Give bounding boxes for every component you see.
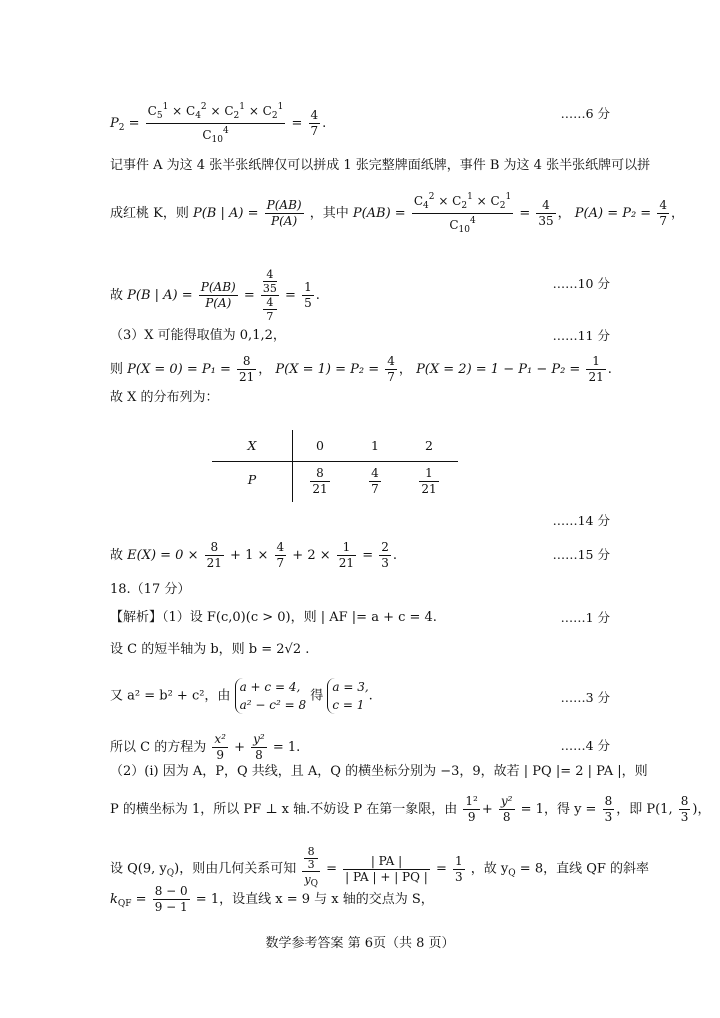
- part2-line1: （2）(i) 因为 A，P，Q 共线，且 A，Q 的横坐标分别为 −3，9，故若 | PQ |= 2 | PA |，则: [110, 764, 648, 779]
- p2-formula: $P_2$ = $\frac{C_5^1 \times C_4^2 \times C_2^1 \times C_2^1}{C_{10}^4}$ = $\frac{4}{7}$ .: [110, 102, 327, 145]
- event-definition: 记事件 A 为这 4 张半张纸牌仅可以拼成 1 张完整牌面纸牌，事件 B 为这 4 张半张纸牌可以拼: [110, 158, 651, 173]
- table-vline: [292, 430, 293, 502]
- x-value: 0: [316, 438, 324, 453]
- score-mark: ……11 分: [552, 328, 610, 343]
- solution-part1: 【解析】（1）设 F(c,0)(c > 0)，则 | AF |= a + c = 4.: [110, 610, 437, 625]
- distribution-intro: 故 X 的分布列为：: [110, 390, 219, 405]
- p-value: $\frac{8}{21}$: [312, 466, 328, 496]
- expectation: 故 E(X) = 0 × $\frac{8}{21}$ + 1 × $\frac{4}{7}$ + 2 × $\frac{1}{21}$ = $\frac{2}{3}$ .: [110, 540, 398, 570]
- row-label-x: X: [247, 438, 257, 453]
- p-value: $\frac{1}{21}$: [421, 466, 437, 496]
- table-hline: [212, 461, 458, 462]
- part3-heading: （3）X 可能得取值为 0,1,2，: [110, 328, 286, 343]
- score-mark: ……6 分: [560, 106, 610, 121]
- p2-fraction: $\frac{C_5^1 \times C_4^2 \times C_2^1 \times C_2^1}{C_{10}^4}$: [147, 102, 284, 145]
- minor-axis-line: 设 C 的短半轴为 b，则 b = 2√2 .: [110, 642, 310, 657]
- pba-result: 故 P(B | A) = $\frac{P(AB)}{P(A)}$ = 4 35 4 7 = $\frac{1}{5}$ .: [110, 268, 320, 323]
- question-18-heading: 18.（17 分）: [110, 582, 191, 597]
- score-mark: ……14 分: [552, 513, 610, 528]
- score-mark: ……3 分: [560, 690, 610, 705]
- score-mark: ……1 分: [560, 610, 610, 625]
- conditional-probability-line: 成红桃 K，则 P(B | A) = $\frac{P(AB)}{P(A)}$ ，其中 P(AB) = $\frac{C_4^2 \times C_2^1 \times C_2^1}{C_{10}^4}$ = $\frac{4}{35}$ ， P(A) = P₂ = $\frac{4}{7}$ ，: [110, 192, 684, 235]
- page-footer: 数学参考答案 第 6页（共 8 页）: [265, 936, 455, 951]
- q-point-line: 设 Q(9, $y_Q$)，则由几何关系可知 8 3 $y_Q$ = $\frac{| PA |}{| PA | + | PQ |}$ = $\frac{1}{3}$ ，故 $y_Q = 8$，直线 QF 的斜率: [110, 845, 650, 889]
- score-mark: ……15 分: [552, 547, 610, 562]
- ellipse-equation: 所以 C 的方程为 $\frac{\text{x²}}{9}$ + $\frac{\text{y²}}{8}$ = 1.: [110, 732, 301, 762]
- score-mark: ……4 分: [560, 738, 610, 753]
- x-value: 1: [371, 438, 379, 453]
- equation-system: 又 a² = b² + c²，由 a + c = 4, a² − c² = 8 得 a = 3, c = 1 .: [110, 680, 373, 712]
- x-value: 2: [425, 438, 433, 453]
- row-label-p: P: [247, 472, 257, 487]
- p-value: $\frac{4}{7}$: [371, 466, 379, 496]
- slope-line: $k_{QF}$ = $\frac{8 - 0}{9 - 1}$ = 1，设直线 x = 9 与 x 轴的交点为 S，: [110, 884, 434, 914]
- score-mark: ……10 分: [552, 276, 610, 291]
- distribution-table: [212, 430, 458, 504]
- px-values: 则 P(X = 0) = P₁ = $\frac{8}{21}$ ， P(X = 1) = P₂ = $\frac{4}{7}$ ， P(X = 2) = 1 − P₁ − P₂ = $\frac{1}{21}$ .: [110, 354, 612, 384]
- part2-line2: P 的横坐标为 1，所以 PF ⊥ x 轴.不妨设 P 在第一象限，由 $\frac{\text{1²}}{9}$ + $\frac{\text{y²}}{8}$ = 1，得 y = $\frac{8}{3}$ ，即 P(1, $\frac{8}{3}$ )，: [110, 794, 711, 824]
